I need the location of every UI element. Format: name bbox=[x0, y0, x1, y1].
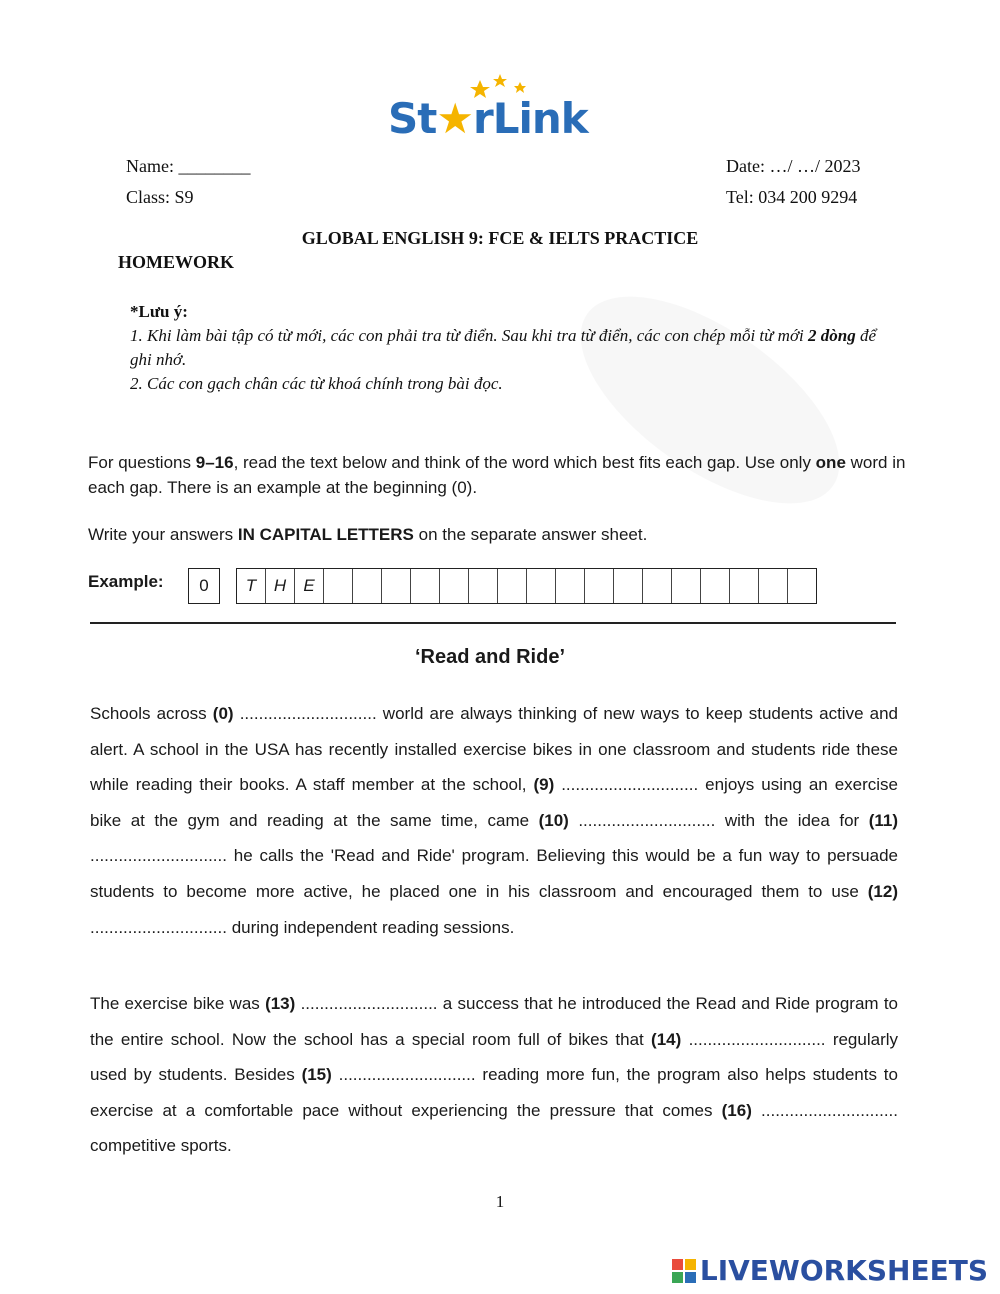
answer-cell bbox=[788, 569, 816, 603]
starlink-logo bbox=[388, 72, 612, 144]
exercise-scan bbox=[80, 440, 920, 1170]
liveworksheets-text: LIVEWORKSHEETS bbox=[699, 1254, 988, 1287]
answer-cell bbox=[556, 569, 585, 603]
logo-text: St★rLink bbox=[388, 94, 588, 143]
homework-label: HOMEWORK bbox=[118, 252, 234, 272]
answer-cell: E bbox=[295, 569, 324, 603]
example-number-box: 0 bbox=[188, 568, 220, 604]
answer-cell bbox=[701, 569, 730, 603]
divider bbox=[90, 622, 896, 624]
answer-cell bbox=[469, 569, 498, 603]
answer-cell bbox=[614, 569, 643, 603]
paragraph-2: The exercise bike was (13) ............................. a success that he introduced the Read and Ride program to the entire school. Now the school has a special room full of bikes that (14) ............................. regularly used by students. Besides (15) ............................. reading more fun, the program also helps students to exercise at a comfortable pace without experiencing the pressure that comes (16) ............................. competitive sports. bbox=[90, 994, 899, 1156]
answer-cell: T bbox=[237, 569, 266, 603]
answer-cell bbox=[759, 569, 788, 603]
note-block bbox=[130, 300, 890, 396]
answer-cell bbox=[585, 569, 614, 603]
answer-cell bbox=[643, 569, 672, 603]
reading-title: ‘Read and Ride’ bbox=[414, 646, 566, 668]
answer-cell bbox=[527, 569, 556, 603]
date-field: Date: …/ …/ 2023 bbox=[726, 156, 861, 176]
example-answer-cells bbox=[236, 568, 817, 604]
note-line-1: 1. Khi làm bài tập có từ mới, các con phải tra từ điển. Sau khi tra từ điển, các con chép mỗi từ mới 2 dòng để ghi nhớ. bbox=[130, 326, 877, 369]
answer-cell bbox=[730, 569, 759, 603]
liveworksheets-icon bbox=[672, 1259, 696, 1283]
answer-cell bbox=[440, 569, 469, 603]
answer-cell bbox=[672, 569, 701, 603]
answer-cell bbox=[498, 569, 527, 603]
liveworksheets-logo bbox=[672, 1254, 988, 1287]
answer-cell bbox=[411, 569, 440, 603]
answer-cell bbox=[382, 569, 411, 603]
note-heading: *Lưu ý: bbox=[130, 302, 188, 321]
answer-cell bbox=[324, 569, 353, 603]
worksheet-title: GLOBAL ENGLISH 9: FCE & IELTS PRACTICE bbox=[301, 228, 699, 248]
paragraph-1: Schools across (0) ............................. world are always thinking of new ways to keep students active and alert. A school in the USA has recently installed exercise bikes in one classroom and students ride these while reading their books. A staff member at the school, (9) ............................. enjoys using an exercise bike at the gym and reading at the same time, came (10) ............................. with the idea for (11) ............................. he calls the 'Read and Ride' program. Believing this would be a fun way to persuade students to become more active, he placed one in his classroom and encouraged them to use (12) ............................. during independent reading sessions. bbox=[90, 704, 899, 937]
note-line-2: 2. Các con gạch chân các từ khoá chính trong bài đọc. bbox=[130, 374, 503, 393]
instructions-2: Write your answers IN CAPITAL LETTERS on the separate answer sheet. bbox=[88, 525, 648, 544]
answer-cell: H bbox=[266, 569, 295, 603]
name-field: Name: ________ bbox=[126, 156, 251, 176]
instructions-1: For questions 9–16, read the text below and think of the word which best fits each gap. Use only one word in each gap. There is an example at the beginning (0). bbox=[88, 453, 906, 497]
example-label: Example: bbox=[88, 572, 164, 591]
class-field: Class: S9 bbox=[126, 187, 194, 207]
answer-cell bbox=[353, 569, 382, 603]
page-number: 1 bbox=[495, 1192, 505, 1211]
tel-field: Tel: 034 200 9294 bbox=[726, 187, 858, 207]
